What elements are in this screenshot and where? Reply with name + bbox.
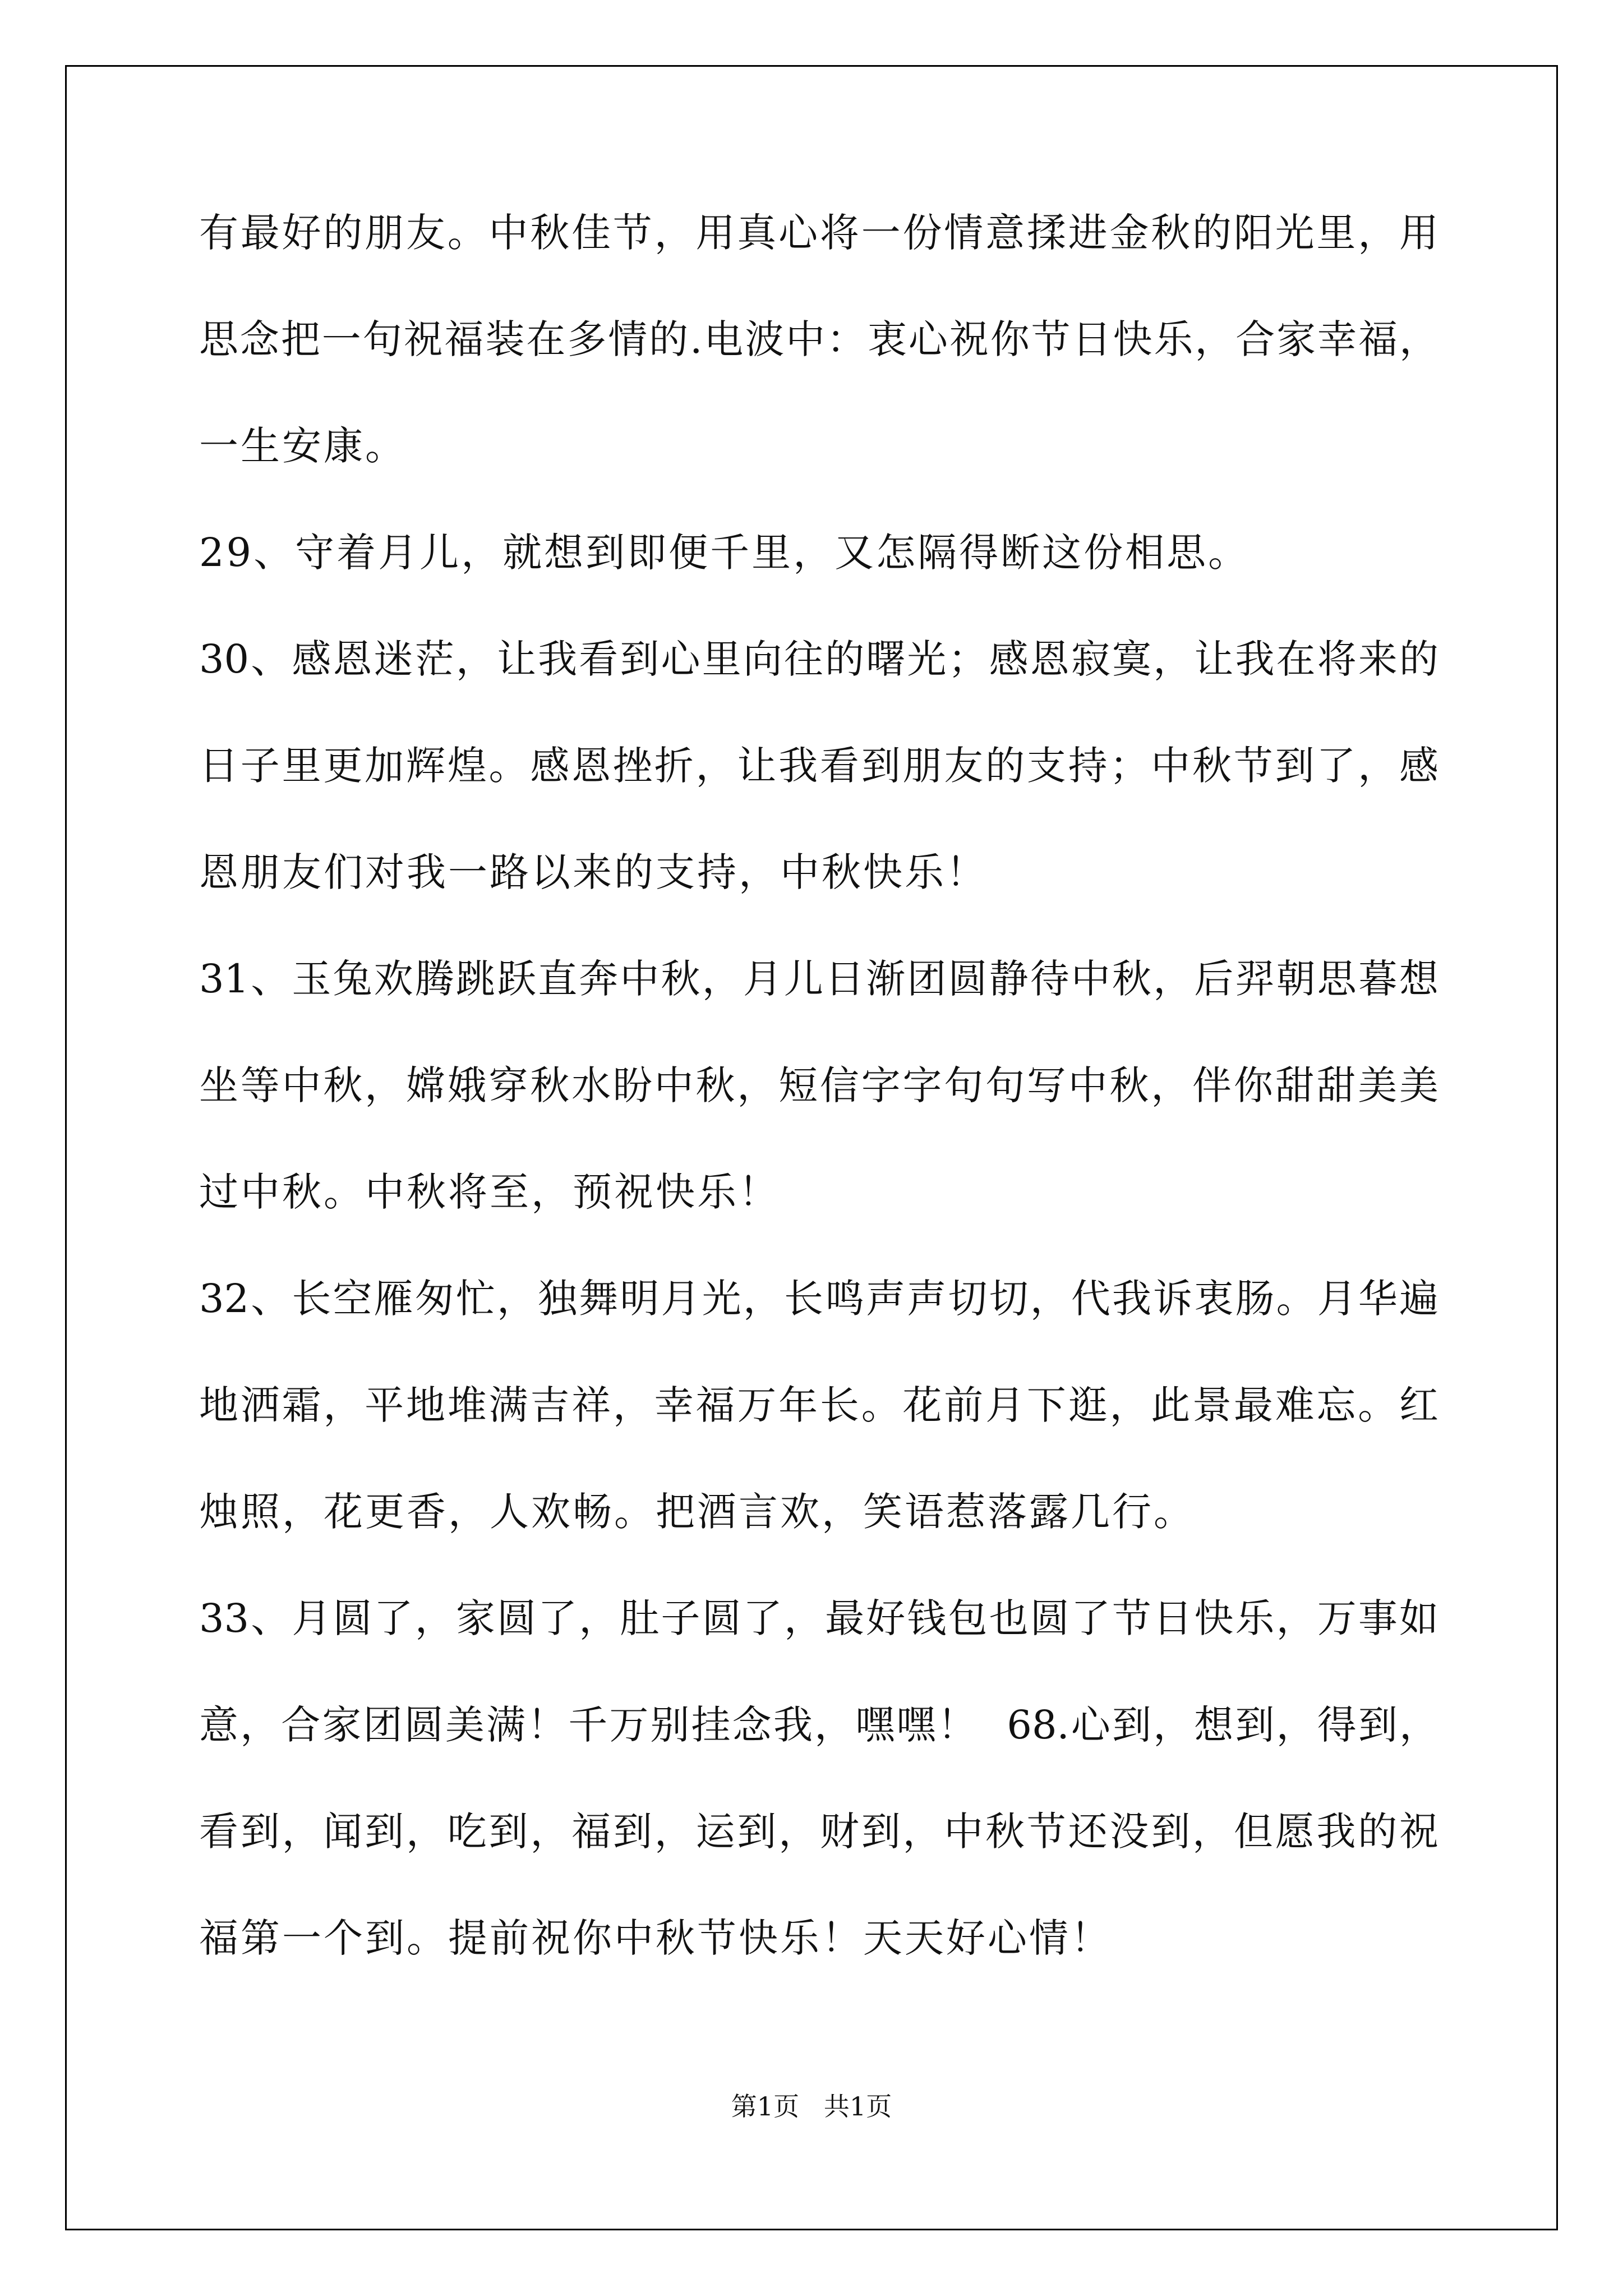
text-line: 福第一个到。提前祝你中秋节快乐！天天好心情！ [199,1915,1112,1961]
text-line: 烛照，花更香，人欢畅。把酒言欢，笑语惹落露几行。 [199,1489,1195,1535]
text-line: 29、守着月儿，就想到即便千里，又怎隔得断这份相思。 [199,530,1250,576]
text-line: 一生安康。 [199,423,407,469]
text-line: 地洒霜，平地堆满吉祥，幸福万年长。花前月下逛，此景最难忘。红 [199,1382,1438,1428]
text-line: 过中秋。中秋将至，预祝快乐！ [199,1169,780,1215]
text-line: 日子里更加辉煌。感恩挫折，让我看到朋友的支持；中秋节到了，感 [199,743,1438,789]
text-line: 坐等中秋，嫦娥穿秋水盼中秋，短信字字句句写中秋，伴你甜甜美美 [199,1062,1438,1108]
text-line: 31、玉兔欢腾跳跃直奔中秋，月儿日渐团圆静待中秋，后羿朝思暮想 [199,956,1438,1002]
text-line: 32、长空雁匆忙，独舞明月光，长鸣声声切切，代我诉衷肠。月华遍 [199,1276,1438,1322]
page-border [65,65,1558,2230]
text-line: 30、感恩迷茫，让我看到心里向往的曙光；感恩寂寞，让我在将来的 [199,636,1438,682]
text-line: 有最好的朋友。中秋佳节，用真心将一份情意揉进金秋的阳光里，用 [199,210,1438,256]
text-line: 33、月圆了，家圆了，肚子圆了，最好钱包也圆了节日快乐，万事如 [199,1595,1438,1641]
text-line: 意，合家团圆美满！千万别挂念我，嘿嘿！ 68.心到，想到，得到， [199,1702,1438,1748]
text-line: 恩朋友们对我一路以来的支持，中秋快乐！ [199,849,988,895]
text-line: 看到，闻到，吃到，福到，运到，财到，中秋节还没到，但愿我的祝 [199,1809,1438,1855]
page-footer: 第1页 共1页 [731,2091,892,2122]
text-line: 思念把一句祝福装在多情的.电波中：衷心祝你节日快乐，合家幸福， [199,316,1438,362]
